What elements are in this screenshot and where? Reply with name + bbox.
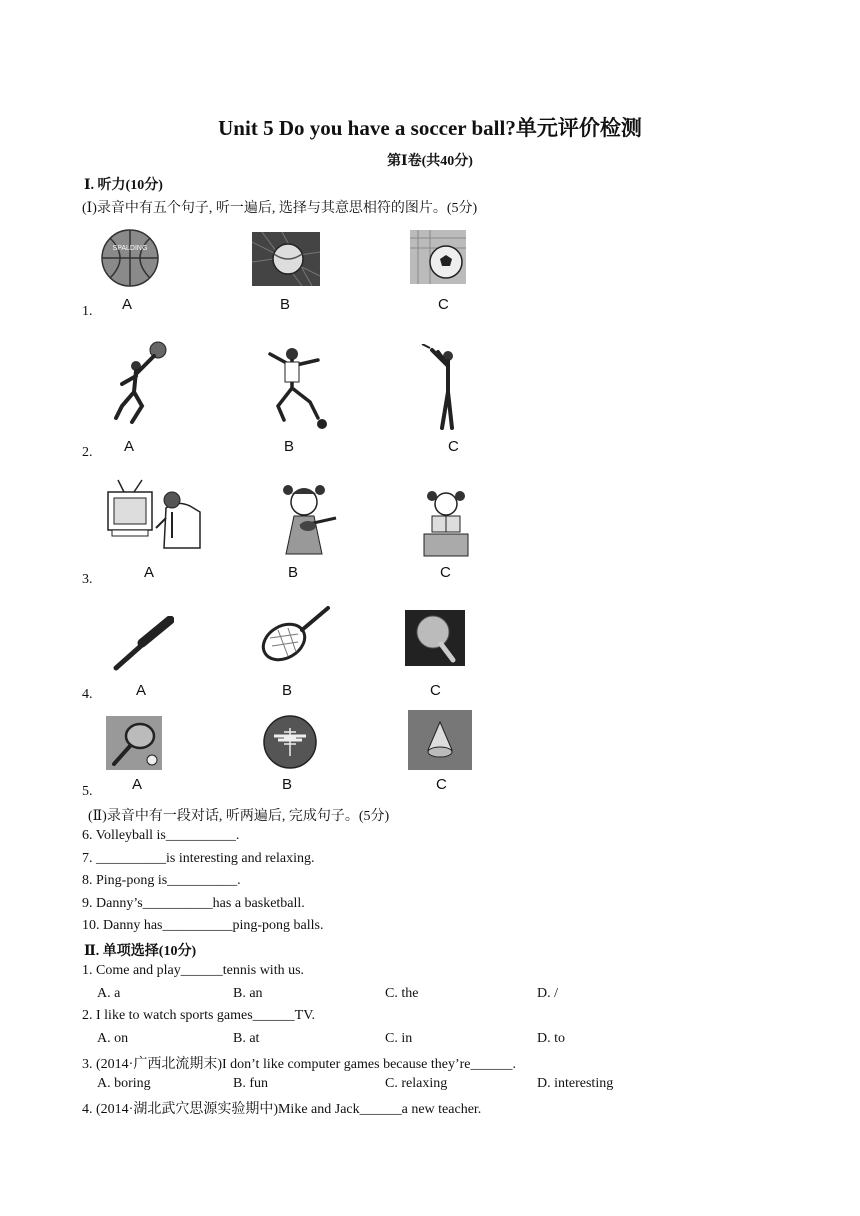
option-b: B. an	[233, 986, 263, 1001]
option-label-2b: B	[284, 438, 295, 455]
question-stem: 2. I like to watch sports games______TV.	[82, 1008, 316, 1023]
option-d: D. to	[537, 1031, 565, 1046]
girl-violin-icon	[272, 484, 344, 560]
option-label-1a: A	[122, 296, 133, 313]
question-number-1: 1.	[82, 304, 93, 319]
fill-item: 9. Danny’s__________has a basketball.	[82, 896, 305, 911]
fill-item: 8. Ping-pong is__________.	[82, 873, 241, 888]
option-a: A. on	[97, 1031, 129, 1046]
listening-part2-instruction: (Ⅱ)录音中有一段对话, 听两遍后, 完成句子。(5分)	[88, 809, 390, 824]
tennis-racket-icon	[258, 604, 332, 662]
question-number-3: 3.	[82, 572, 93, 587]
option-c: C. in	[385, 1031, 413, 1046]
section2-heading: Ⅱ. 单项选择(10分)	[84, 944, 197, 959]
volume-heading: 第Ⅰ卷(共40分)	[387, 154, 473, 169]
option-label-4a: A	[136, 682, 147, 699]
option-a: A. a	[97, 986, 121, 1001]
option-label-2a: A	[124, 438, 135, 455]
question-number-5: 5.	[82, 784, 93, 799]
option-label-5a: A	[132, 776, 143, 793]
fill-item: 6. Volleyball is__________.	[82, 828, 240, 843]
option-c: C. the	[385, 986, 419, 1001]
option-label-3b: B	[288, 564, 299, 581]
page-title: Unit 5 Do you have a soccer ball?单元评价检测	[218, 116, 642, 140]
option-label-3c: C	[440, 564, 451, 581]
soccer-player-icon	[258, 344, 330, 430]
question-number-2: 2.	[82, 445, 93, 460]
racket-and-ball-icon	[106, 716, 162, 770]
question-stem: 4. (2014·湖北武穴思源实验期中)Mike and Jack______a new teacher.	[82, 1102, 482, 1117]
listening-part1-instruction: (Ⅰ)录音中有五个句子, 听一遍后, 选择与其意思相符的图片。(5分)	[82, 201, 478, 216]
soccer-ball-icon	[410, 230, 466, 284]
option-label-4c: C	[430, 682, 441, 699]
girl-reading-icon	[418, 488, 474, 560]
basketball-icon	[100, 228, 160, 288]
fill-item: 10. Danny has__________ping-pong balls.	[82, 918, 324, 933]
option-d: D. /	[537, 986, 558, 1001]
option-c: C. relaxing	[385, 1076, 448, 1091]
section1-heading: Ⅰ. 听力(10分)	[84, 178, 163, 193]
question-stem: 1. Come and play______tennis with us.	[82, 963, 305, 978]
golfer-icon	[418, 344, 468, 432]
option-label-5b: B	[282, 776, 293, 793]
football-icon	[258, 712, 326, 770]
option-label-1c: C	[438, 296, 449, 313]
option-b: B. at	[233, 1031, 260, 1046]
option-label-3a: A	[144, 564, 155, 581]
svg-text:SPALDING: SPALDING	[112, 245, 148, 252]
option-label-2c: C	[448, 438, 459, 455]
option-label-5c: C	[436, 776, 447, 793]
ping-pong-paddle-icon	[405, 610, 465, 666]
baseball-bat-icon	[112, 616, 174, 672]
fill-item: 7. __________is interesting and relaxing.	[82, 851, 315, 866]
option-label-1b: B	[280, 296, 291, 313]
question-number-4: 4.	[82, 687, 93, 702]
question-stem: 3. (2014·广西北流期末)I don’t like computer games because they’re______.	[82, 1057, 517, 1072]
watching-tv-icon	[106, 478, 204, 558]
basketball-player-icon	[108, 340, 168, 430]
option-d: D. interesting	[537, 1076, 614, 1091]
option-a: A. boring	[97, 1076, 151, 1091]
shuttlecock-icon	[408, 710, 472, 770]
option-label-4b: B	[282, 682, 293, 699]
option-b: B. fun	[233, 1076, 268, 1091]
tennis-ball-icon	[252, 232, 320, 286]
